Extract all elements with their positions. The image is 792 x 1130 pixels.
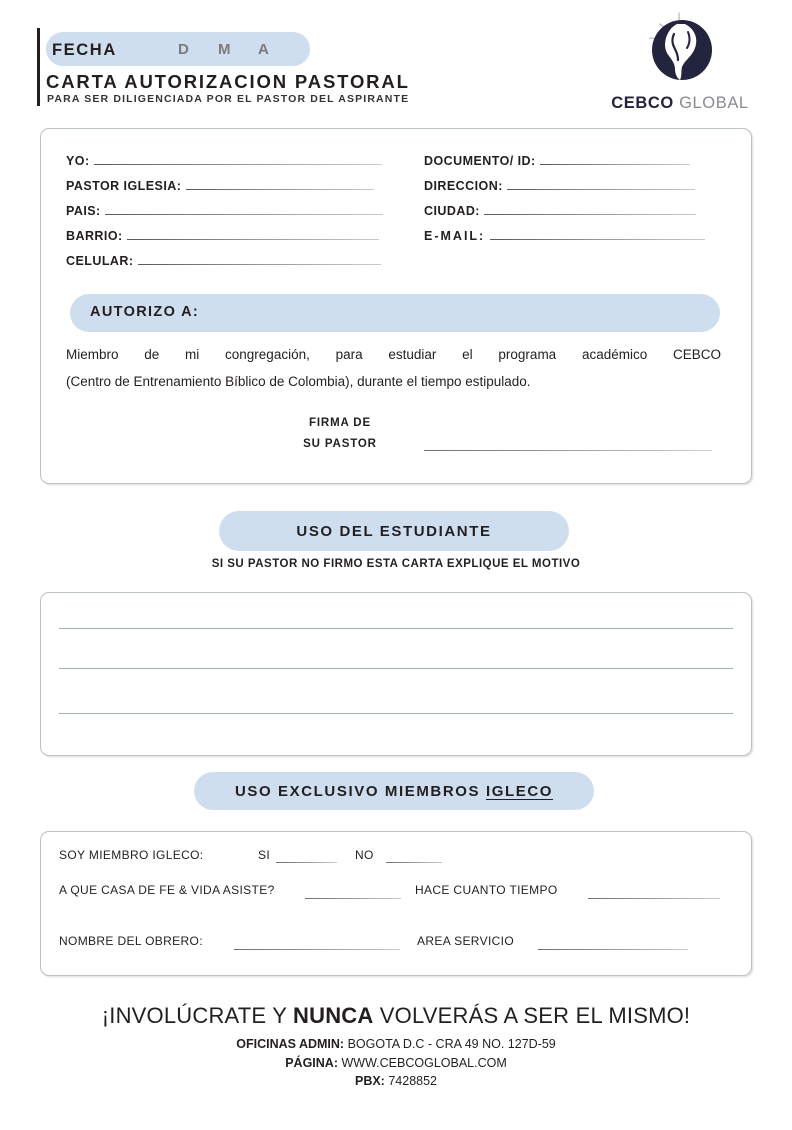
student-section-note: SI SU PASTOR NO FIRMO ESTA CARTA EXPLIQUE EL MOTIVO — [211, 558, 581, 570]
field-celular[interactable] — [66, 250, 381, 268]
autorizo-paragraph-line-1: Miembro de mi congregación, para estudiar el programa académico CEBCO — [66, 347, 721, 362]
field-rule-pais[interactable] — [105, 214, 383, 215]
field-label-ciudad: CIUDAD: — [424, 204, 480, 218]
signature-label-line-1: FIRMA DE — [309, 417, 371, 429]
globe-star-icon — [630, 12, 726, 92]
footer-oficinas-value: BOGOTA D.C - CRA 49 NO. 127D-59 — [344, 1037, 556, 1051]
field-label-celular: CELULAR: — [66, 254, 134, 268]
rule-no[interactable] — [386, 862, 442, 863]
field-documento-id[interactable] — [424, 150, 690, 168]
igleco-pill-plain-text: USO EXCLUSIVO MIEMBROS — [234, 782, 486, 800]
logo-name-light: GLOBAL — [679, 94, 749, 112]
label-casa-de-fe: A QUE CASA DE FE & VIDA ASISTE? — [59, 883, 275, 897]
field-barrio[interactable] — [66, 225, 379, 243]
label-no: NO — [355, 848, 374, 862]
date-part-month: M — [218, 41, 232, 58]
field-ciudad[interactable] — [424, 200, 696, 218]
field-rule-celular[interactable] — [138, 264, 381, 265]
write-line-2[interactable] — [59, 668, 733, 669]
field-pais[interactable] — [66, 200, 383, 218]
write-line-3[interactable] — [59, 713, 733, 714]
page-title: CARTA AUTORIZACION PASTORAL — [46, 71, 410, 92]
label-area-servicio: AREA SERVICIO — [417, 934, 515, 948]
field-rule-ciudad[interactable] — [484, 214, 696, 215]
footer-pagina-label: PÁGINA: — [285, 1056, 338, 1070]
footer-slogan — [0, 1003, 792, 1029]
page-subtitle: PARA SER DILIGENCIADA POR EL PASTOR DEL ASPIRANTE — [47, 93, 410, 105]
rule-casa-de-fe[interactable] — [305, 898, 401, 899]
autorizo-paragraph — [66, 341, 721, 395]
student-explanation-panel[interactable] — [40, 592, 752, 756]
footer-slogan-emphasis: NUNCA — [293, 1003, 374, 1028]
label-nombre-obrero: NOMBRE DEL OBRERO: — [59, 934, 203, 948]
date-part-day: D — [178, 41, 190, 58]
footer-pbx — [0, 1074, 792, 1088]
rule-si[interactable] — [276, 862, 337, 863]
fecha-label: FECHA — [52, 41, 117, 59]
field-label-email: E-MAIL: — [424, 229, 486, 243]
footer-pbx-value: 7428852 — [384, 1074, 437, 1088]
field-label-barrio: BARRIO: — [66, 229, 123, 243]
footer-pagina — [0, 1056, 792, 1070]
rule-hace-cuanto-tiempo[interactable] — [588, 898, 720, 899]
signature-label-line-2: SU PASTOR — [303, 438, 377, 450]
igleco-pill-underlined-text: IGLECO — [485, 782, 554, 800]
field-rule-documento-id[interactable] — [540, 164, 690, 165]
field-rule-pastor-iglesia[interactable] — [186, 189, 374, 190]
header-accent-bar — [37, 28, 40, 106]
uso-del-estudiante-pill — [219, 511, 569, 551]
signature-rule[interactable] — [424, 450, 712, 451]
field-direccion[interactable] — [424, 175, 695, 193]
footer-oficinas — [0, 1037, 792, 1051]
field-label-pais: PAIS: — [66, 204, 101, 218]
field-pastor-iglesia[interactable] — [66, 175, 374, 193]
field-rule-yo[interactable] — [94, 164, 382, 165]
uso-del-estudiante-label: USO DEL ESTUDIANTE — [296, 522, 492, 540]
label-hace-cuanto-tiempo: HACE CUANTO TIEMPO — [415, 883, 558, 897]
field-label-direccion: DIRECCION: — [424, 179, 503, 193]
uso-exclusivo-igleco-label — [235, 783, 553, 800]
write-line-1[interactable] — [59, 628, 733, 629]
logo-wordmark — [600, 94, 760, 113]
footer-pagina-value: WWW.CEBCOGLOBAL.COM — [338, 1056, 507, 1070]
field-yo[interactable] — [66, 150, 382, 168]
field-email[interactable] — [424, 225, 705, 243]
label-si: SI — [258, 848, 271, 862]
signature-label — [298, 413, 382, 455]
rule-area-servicio[interactable] — [538, 949, 688, 950]
field-label-documento-id: DOCUMENTO/ ID: — [424, 154, 536, 168]
label-soy-miembro-igleco: SOY MIEMBRO IGLECO: — [59, 848, 204, 862]
footer-slogan-part-1: ¡INVOLÚCRATE Y — [101, 1003, 294, 1028]
footer-pbx-label: PBX: — [354, 1074, 385, 1088]
rule-nombre-obrero[interactable] — [234, 949, 400, 950]
footer-oficinas-label: OFICINAS ADMIN: — [236, 1037, 345, 1051]
field-rule-email[interactable] — [490, 239, 705, 240]
autorizo-label: AUTORIZO A: — [90, 304, 200, 320]
autorizo-paragraph-line-2: (Centro de Entrenamiento Bíblico de Colombia), durante el tiempo estipulado. — [66, 374, 531, 389]
field-label-pastor-iglesia: PASTOR IGLESIA: — [66, 179, 182, 193]
uso-exclusivo-igleco-pill — [194, 772, 594, 810]
logo — [600, 12, 760, 117]
field-rule-direccion[interactable] — [507, 189, 695, 190]
field-label-yo: YO: — [66, 154, 90, 168]
footer-slogan-part-2: VOLVERÁS A SER EL MISMO! — [373, 1003, 691, 1028]
field-rule-barrio[interactable] — [127, 239, 379, 240]
logo-name-bold: CEBCO — [611, 94, 674, 112]
date-part-year: A — [258, 41, 270, 58]
